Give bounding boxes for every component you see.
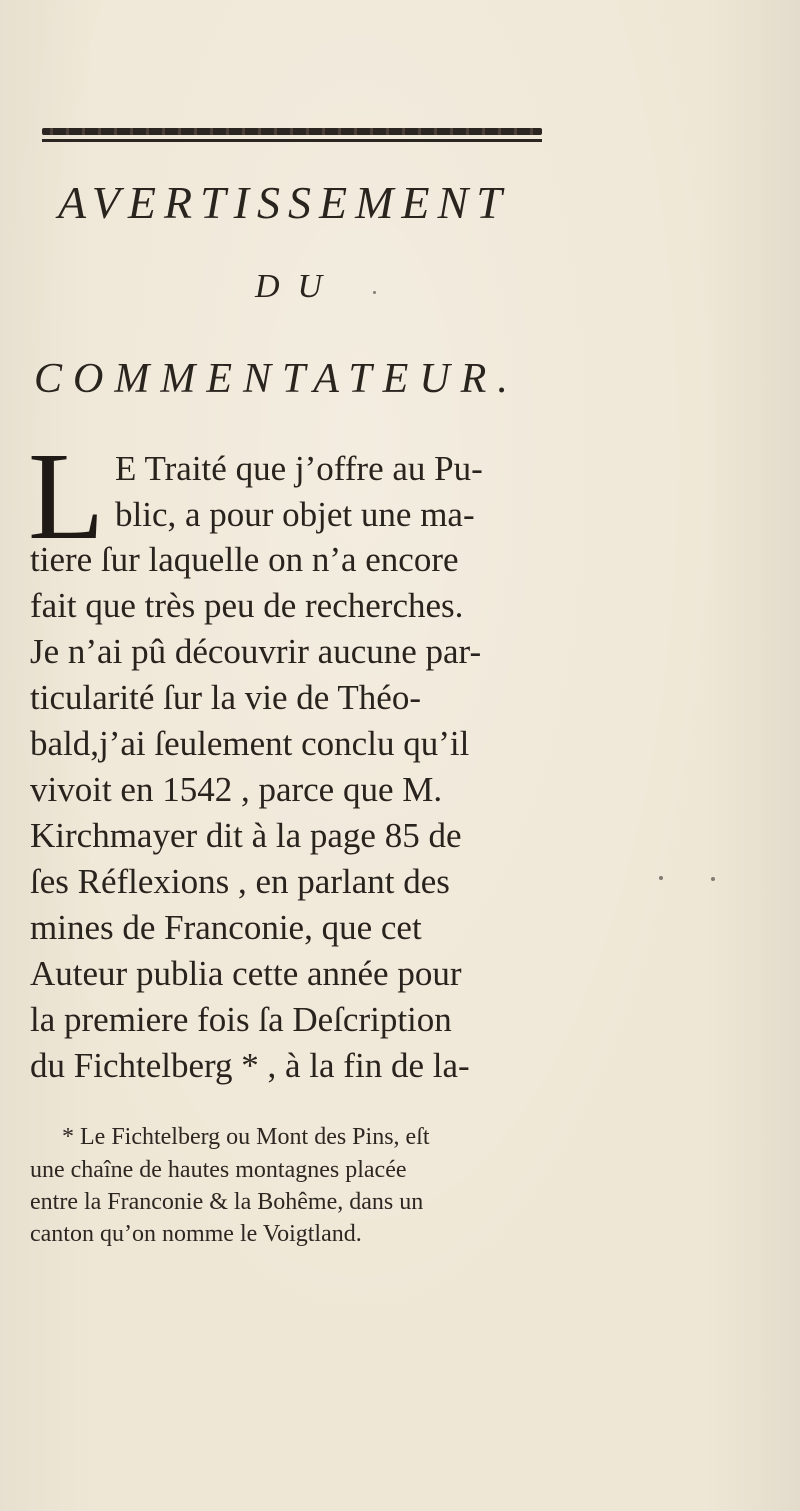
body-line: du Fichtelberg * , à la fin de la-	[30, 1046, 470, 1085]
body-line: mines de Franconie, que cet	[30, 908, 422, 947]
title-du: DU	[255, 268, 341, 305]
body-line: E Traité que j’offre au Pu-	[115, 449, 483, 488]
body-line: ticularité ſur la vie de Théo-	[30, 678, 421, 717]
rule-thick-line	[42, 128, 542, 135]
ornamental-rule	[42, 128, 542, 144]
body-line: tiere ſur laquelle on n’a encore	[30, 540, 459, 579]
footnote-line: une chaîne de hautes montagnes placée	[30, 1157, 407, 1183]
body-line: ſes Réflexions , en parlant des	[30, 862, 450, 901]
footnote-line: * Le Fichtelberg ou Mont des Pins, eſt	[62, 1124, 430, 1150]
title-commentateur: COMMENTATEUR.	[34, 356, 519, 402]
body-line: bald,j’ai ſeulement conclu qu’il	[30, 724, 470, 763]
body-line: Auteur publia cette année pour	[30, 954, 462, 993]
body-line: la premiere fois ſa Deſcription	[30, 1000, 452, 1039]
body-line: Je n’ai pû découvrir aucune par-	[30, 632, 482, 671]
drop-cap-letter: L	[28, 428, 105, 566]
title-avertissement: AVERTISSEMENT	[58, 177, 510, 228]
body-line: Kirchmayer dit à la page 85 de	[30, 816, 462, 855]
ink-speck	[659, 876, 663, 880]
footnote-line: canton qu’on nomme le Voigtland.	[30, 1221, 362, 1247]
body-line: blic, a pour objet une ma-	[115, 495, 475, 534]
body-line: fait que très peu de recherches.	[30, 586, 464, 625]
footnote-line: entre la Franconie & la Bohême, dans un	[30, 1189, 424, 1215]
body-line: vivoit en 1542 , parce que M.	[30, 770, 443, 809]
ink-speck	[711, 877, 715, 881]
rule-thin-line	[42, 139, 542, 142]
ink-speck	[373, 291, 376, 294]
